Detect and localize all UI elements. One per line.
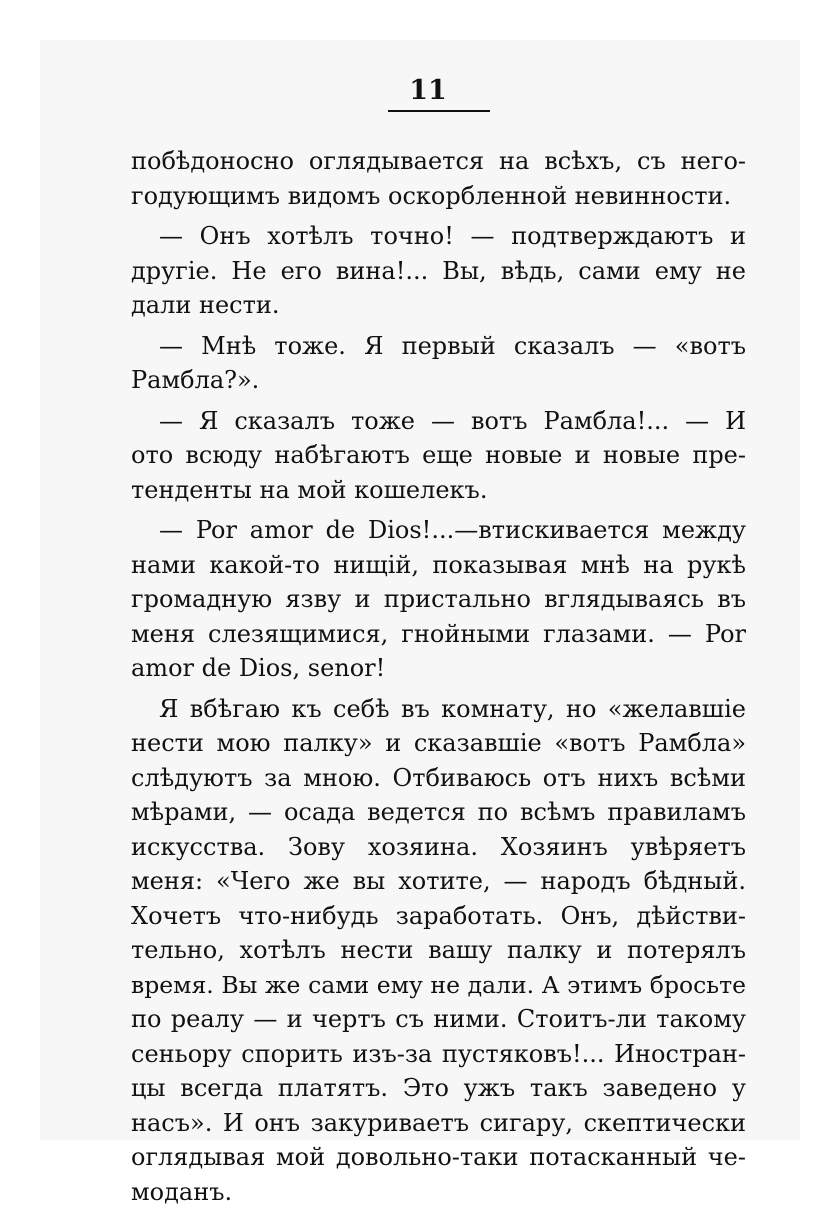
text-line: Я вбѣгаю къ себѣ въ комнату, но «желавшіе bbox=[159, 694, 746, 723]
text-line: побѣдоносно оглядывается на всѣхъ, съ него- bbox=[131, 147, 746, 175]
text-line: оглядывая мой довольно-таки потасканный че- bbox=[131, 1143, 746, 1171]
text-line: amor de Dios, senor! bbox=[131, 654, 386, 682]
text-line: — Я сказалъ тоже — вотъ Рамбла!... — И bbox=[159, 406, 746, 435]
text-line: дали нести. bbox=[131, 291, 280, 319]
text-line: меня слезящимися, гнойными глазами. — Por bbox=[131, 619, 746, 648]
paragraph bbox=[131, 219, 746, 323]
text-line: нами какой-то нищій, показывая мнѣ на рукѣ bbox=[131, 550, 746, 579]
text-line: Рамбла?». bbox=[131, 366, 260, 394]
page-body-text bbox=[131, 144, 746, 1215]
text-line: ото всюду набѣгаютъ еще новые и новые пре- bbox=[131, 441, 746, 469]
paragraph bbox=[131, 144, 746, 213]
page-number: 11 bbox=[409, 75, 447, 106]
text-line: годующимъ видомъ оскорбленной невинности. bbox=[131, 181, 732, 210]
text-line: слѣдуютъ за мною. Отбиваюсь отъ нихъ всѣми bbox=[131, 763, 746, 792]
text-line: время. Вы же сами ему не дали. А этимъ бросьте bbox=[131, 970, 746, 999]
text-line: меня: «Чего же вы хотите, — народъ бѣдный. bbox=[131, 867, 746, 895]
text-line: моданъ. bbox=[131, 1177, 233, 1206]
text-line: громадную язву и пристально вглядываясь въ bbox=[131, 585, 746, 613]
text-line: — Мнѣ тоже. Я первый сказалъ — «вотъ bbox=[159, 331, 746, 360]
paragraph bbox=[131, 692, 746, 1210]
text-line: тенденты на мой кошелекъ. bbox=[131, 475, 488, 504]
text-line: насъ». И онъ закуриваетъ сигару, скептически bbox=[131, 1108, 746, 1137]
text-line: сеньору спорить изъ-за пустяковъ!... Иностран- bbox=[131, 1039, 746, 1068]
text-line: другіе. Не его вина!... Вы, вѣдь, сами ему не bbox=[131, 256, 746, 285]
text-line: мѣрами, — осада ведется по всѣмъ правиламъ bbox=[131, 798, 746, 826]
paragraph bbox=[131, 404, 746, 508]
text-line: нести мою палку» и сказавшіе «вотъ Рамбла» bbox=[131, 729, 746, 757]
paragraph bbox=[131, 513, 746, 686]
page-number-rule bbox=[388, 110, 490, 112]
text-line: по реалу — и чертъ съ ними. Стоитъ-ли такому bbox=[131, 1005, 746, 1033]
text-line: тельно, хотѣлъ нести вашу палку и потерялъ bbox=[131, 936, 746, 964]
text-line: — Por amor de Dios!...—втискивается между bbox=[159, 516, 746, 544]
text-line: искусства. Зову хозяина. Хозяинъ увѣряетъ bbox=[131, 832, 746, 861]
paragraph bbox=[131, 329, 746, 398]
text-line: — Онъ хотѣлъ точно! — подтверждаютъ и bbox=[159, 222, 746, 250]
text-line: Хочетъ что-нибудь заработать. Онъ, дѣйстви- bbox=[131, 901, 746, 930]
text-line: цы всегда платятъ. Это ужъ такъ заведено у bbox=[131, 1074, 746, 1102]
